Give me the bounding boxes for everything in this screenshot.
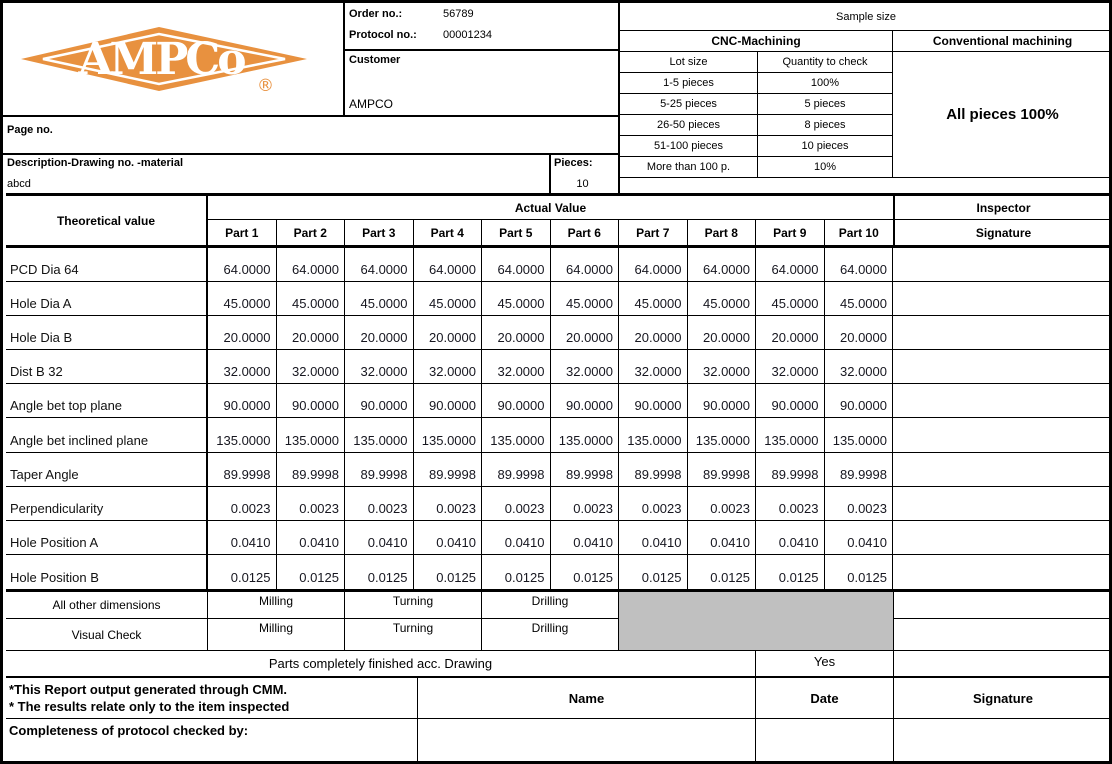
pieces-value: 10 <box>576 178 589 190</box>
inspector-signature-cell <box>893 418 1112 452</box>
name-field-header: Name <box>418 678 756 719</box>
measure-value-cell: 0.0023 <box>345 487 414 521</box>
visual-check-label: Visual Check <box>6 619 208 651</box>
logo-box <box>3 3 345 117</box>
measure-value-cell: 20.0000 <box>345 316 414 350</box>
part-header: Part 9 <box>756 220 825 245</box>
measure-value-cell: 135.0000 <box>756 418 825 452</box>
pieces-box <box>551 155 620 193</box>
actual-value-header: Actual Value <box>514 200 587 215</box>
completeness-label: Completeness of protocol checked by: <box>9 723 249 738</box>
lot-size-header: Lot size <box>620 52 758 73</box>
part-header: Part 5 <box>482 220 551 245</box>
visual-drilling-cell: Drilling <box>482 619 619 651</box>
measure-value-cell: 89.9998 <box>482 453 551 487</box>
measure-value-cell: 64.0000 <box>277 248 346 282</box>
measure-value-cell: 0.0410 <box>825 521 894 555</box>
measure-value-cell: 64.0000 <box>208 248 277 282</box>
measure-value-cell: 0.0410 <box>277 521 346 555</box>
measure-value-cell: 0.0410 <box>688 521 757 555</box>
measure-value-cell: 89.9998 <box>277 453 346 487</box>
measure-value-cell: 0.0125 <box>825 555 894 589</box>
customer-value: AMPCO <box>349 97 394 111</box>
measure-value-cell: 89.9998 <box>414 453 483 487</box>
measure-value-cell: 90.0000 <box>277 384 346 418</box>
part-header: Part 1 <box>208 220 277 245</box>
measure-value-cell: 135.0000 <box>551 418 620 452</box>
measure-value-cell: 89.9998 <box>551 453 620 487</box>
cmm-note-line2: * The results relate only to the item inspected <box>9 699 290 714</box>
measure-value-cell: 32.0000 <box>688 350 757 384</box>
inspector-signature-cell <box>893 384 1112 418</box>
measure-value-cell: 64.0000 <box>688 248 757 282</box>
measure-value-cell: 20.0000 <box>688 316 757 350</box>
measure-value-cell: 0.0125 <box>277 555 346 589</box>
measure-value-cell: 89.9998 <box>688 453 757 487</box>
measure-value-cell: 135.0000 <box>825 418 894 452</box>
measure-value-cell: 45.0000 <box>482 282 551 316</box>
description-label: Description-Drawing no. -material <box>7 157 184 169</box>
order-protocol-box <box>345 3 620 51</box>
name-entry-cell <box>418 719 756 764</box>
measure-value-cell: 20.0000 <box>414 316 483 350</box>
part-header: Part 6 <box>551 220 620 245</box>
measure-value-cell: 45.0000 <box>277 282 346 316</box>
measure-row-label: Hole Position B <box>6 555 208 589</box>
measure-value-cell: 90.0000 <box>482 384 551 418</box>
sample-size-table <box>618 3 1112 193</box>
measure-value-cell: 0.0125 <box>756 555 825 589</box>
measure-value-cell: 90.0000 <box>688 384 757 418</box>
sample-table-empty-row <box>620 178 1112 193</box>
measure-value-cell: 0.0023 <box>619 487 688 521</box>
measure-row-label: Taper Angle <box>6 453 208 487</box>
signature-header: Signature <box>893 219 1112 245</box>
measure-value-cell: 135.0000 <box>688 418 757 452</box>
theoretical-value-header: Theoretical value <box>6 196 208 245</box>
lot-size-row: More than 100 p. <box>620 157 758 178</box>
measurement-grid <box>6 248 1112 589</box>
customer-box <box>345 51 620 117</box>
measure-value-cell: 135.0000 <box>482 418 551 452</box>
measure-value-cell: 0.0410 <box>345 521 414 555</box>
lot-size-row: 5-25 pieces <box>620 94 758 115</box>
cnc-machining-header: CNC-Machining <box>620 31 893 52</box>
measure-row-label: Angle bet top plane <box>6 384 208 418</box>
order-no-label: Order no.: <box>349 8 403 20</box>
measure-row-label: Perpendicularity <box>6 487 208 521</box>
order-no-value: 56789 <box>443 8 474 20</box>
signature-field-header: Signature <box>894 678 1112 719</box>
lot-size-row: 26-50 pieces <box>620 115 758 136</box>
all-other-milling-cell: Milling <box>208 592 345 619</box>
measure-value-cell: 135.0000 <box>277 418 346 452</box>
measure-value-cell: 0.0125 <box>551 555 620 589</box>
inspector-signature-cell <box>893 316 1112 350</box>
pieces-label: Pieces: <box>554 157 593 169</box>
measure-value-cell: 135.0000 <box>414 418 483 452</box>
measure-value-cell: 90.0000 <box>208 384 277 418</box>
measure-value-cell: 45.0000 <box>619 282 688 316</box>
measure-value-cell: 32.0000 <box>345 350 414 384</box>
date-field-header: Date <box>756 678 894 719</box>
signature-entry-cell <box>894 719 1112 764</box>
measure-row-label: Hole Position A <box>6 521 208 555</box>
measure-value-cell: 0.0023 <box>825 487 894 521</box>
measure-row-label: Hole Dia A <box>6 282 208 316</box>
protocol-no-value: 00001234 <box>443 29 492 41</box>
quantity-row: 8 pieces <box>758 115 893 136</box>
part-header: Part 7 <box>619 220 688 245</box>
measure-value-cell: 90.0000 <box>825 384 894 418</box>
measure-value-cell: 32.0000 <box>482 350 551 384</box>
cmm-note-line1: *This Report output generated through CMM. <box>9 682 288 697</box>
measure-value-cell: 0.0410 <box>756 521 825 555</box>
measure-value-cell: 0.0023 <box>756 487 825 521</box>
quantity-row: 10% <box>758 157 893 178</box>
measure-value-cell: 0.0410 <box>482 521 551 555</box>
part-header-row <box>208 219 893 245</box>
measure-value-cell: 20.0000 <box>277 316 346 350</box>
measure-value-cell: 0.0125 <box>482 555 551 589</box>
conventional-machining-header: Conventional machining <box>893 31 1112 52</box>
inspector-signature-cell <box>893 487 1112 521</box>
inspector-header: Inspector <box>893 196 1112 219</box>
lot-size-row: 51-100 pieces <box>620 136 758 157</box>
description-box <box>3 155 551 193</box>
measure-value-cell: 64.0000 <box>619 248 688 282</box>
measure-value-cell: 45.0000 <box>756 282 825 316</box>
measure-row-label: Dist B 32 <box>6 350 208 384</box>
measure-value-cell: 0.0125 <box>619 555 688 589</box>
measure-value-cell: 45.0000 <box>345 282 414 316</box>
measure-value-cell: 32.0000 <box>277 350 346 384</box>
measure-value-cell: 45.0000 <box>208 282 277 316</box>
customer-label: Customer <box>349 54 401 66</box>
measure-value-cell: 0.0023 <box>688 487 757 521</box>
measure-value-cell: 0.0410 <box>619 521 688 555</box>
measure-value-cell: 32.0000 <box>414 350 483 384</box>
measure-value-cell: 64.0000 <box>756 248 825 282</box>
measure-value-cell: 64.0000 <box>482 248 551 282</box>
inspector-signature-cell <box>893 350 1112 384</box>
quantity-row: 100% <box>758 73 893 94</box>
measure-value-cell: 64.0000 <box>345 248 414 282</box>
measure-value-cell: 20.0000 <box>825 316 894 350</box>
parts-finished-label: Parts completely finished acc. Drawing <box>6 651 756 678</box>
measure-value-cell: 0.0410 <box>551 521 620 555</box>
measure-value-cell: 0.0125 <box>345 555 414 589</box>
measure-value-cell: 0.0410 <box>208 521 277 555</box>
measure-value-cell: 0.0023 <box>208 487 277 521</box>
inspector-empty-cell <box>894 592 1112 619</box>
measure-value-cell: 64.0000 <box>414 248 483 282</box>
measure-value-cell: 135.0000 <box>208 418 277 452</box>
sample-size-title: Sample size <box>620 3 1112 31</box>
measure-value-cell: 45.0000 <box>688 282 757 316</box>
measure-value-cell: 0.0023 <box>551 487 620 521</box>
measure-value-cell: 0.0023 <box>277 487 346 521</box>
quantity-row: 10 pieces <box>758 136 893 157</box>
measure-value-cell: 89.9998 <box>619 453 688 487</box>
part-header: Part 3 <box>345 220 414 245</box>
parts-finished-value: Yes <box>756 651 894 678</box>
part-header: Part 2 <box>277 220 346 245</box>
measure-value-cell: 0.0125 <box>414 555 483 589</box>
measure-value-cell: 90.0000 <box>756 384 825 418</box>
page-no-box <box>3 117 620 155</box>
measure-value-cell: 0.0023 <box>414 487 483 521</box>
finished-empty-cell <box>894 651 1112 678</box>
all-other-turning-cell: Turning <box>345 592 482 619</box>
completeness-box <box>6 719 418 764</box>
measure-value-cell: 90.0000 <box>414 384 483 418</box>
conventional-machining-value: All pieces 100% <box>893 52 1112 178</box>
registered-mark-icon: ® <box>257 76 274 96</box>
protocol-no-label: Protocol no.: <box>349 29 417 41</box>
part-header: Part 10 <box>838 225 879 240</box>
measure-value-cell: 32.0000 <box>208 350 277 384</box>
quantity-row: 5 pieces <box>758 94 893 115</box>
measure-value-cell: 45.0000 <box>414 282 483 316</box>
measure-value-cell: 89.9998 <box>756 453 825 487</box>
measure-value-cell: 32.0000 <box>756 350 825 384</box>
visual-turning-cell: Turning <box>345 619 482 651</box>
measure-row-label: Angle bet inclined plane <box>6 418 208 452</box>
quantity-header: Quantity to check <box>758 52 893 73</box>
inspector-signature-cell <box>893 248 1112 282</box>
measure-value-cell: 89.9998 <box>825 453 894 487</box>
inspector-signature-cell <box>893 521 1112 555</box>
measure-value-cell: 45.0000 <box>825 282 894 316</box>
measure-value-cell: 0.0125 <box>688 555 757 589</box>
date-entry-cell <box>756 719 894 764</box>
measure-row-label: Hole Dia B <box>6 316 208 350</box>
part-header: Part 4 <box>414 220 483 245</box>
measure-value-cell: 32.0000 <box>551 350 620 384</box>
part-header: Part 8 <box>688 220 757 245</box>
inspector-signature-cell <box>893 282 1112 316</box>
inspector-empty-cell <box>894 619 1112 651</box>
measure-value-cell: 0.0410 <box>414 521 483 555</box>
lot-size-row: 1-5 pieces <box>620 73 758 94</box>
logo-text: AMPCo <box>78 34 244 85</box>
measure-value-cell: 20.0000 <box>482 316 551 350</box>
cmm-note-box <box>6 678 418 719</box>
page-no-label: Page no. <box>7 124 53 136</box>
all-other-dimensions-label: All other dimensions <box>6 592 208 619</box>
measure-value-cell: 90.0000 <box>619 384 688 418</box>
measure-value-cell: 45.0000 <box>551 282 620 316</box>
measure-value-cell: 32.0000 <box>619 350 688 384</box>
inspector-signature-cell <box>893 453 1112 487</box>
measure-value-cell: 0.0023 <box>482 487 551 521</box>
measure-row-label: PCD Dia 64 <box>6 248 208 282</box>
measure-value-cell: 90.0000 <box>345 384 414 418</box>
measure-value-cell: 20.0000 <box>619 316 688 350</box>
visual-milling-cell: Milling <box>208 619 345 651</box>
description-value: abcd <box>7 178 31 190</box>
measure-value-cell: 89.9998 <box>345 453 414 487</box>
measure-value-cell: 135.0000 <box>345 418 414 452</box>
measure-value-cell: 64.0000 <box>825 248 894 282</box>
inspector-signature-cell <box>893 555 1112 589</box>
measure-value-cell: 0.0125 <box>208 555 277 589</box>
measure-value-cell: 90.0000 <box>551 384 620 418</box>
measure-value-cell: 135.0000 <box>619 418 688 452</box>
measure-value-cell: 20.0000 <box>551 316 620 350</box>
all-other-drilling-cell: Drilling <box>482 592 619 619</box>
measure-value-cell: 89.9998 <box>208 453 277 487</box>
measure-value-cell: 32.0000 <box>825 350 894 384</box>
measure-value-cell: 20.0000 <box>208 316 277 350</box>
measure-value-cell: 64.0000 <box>551 248 620 282</box>
measure-value-cell: 20.0000 <box>756 316 825 350</box>
ampco-logo <box>19 25 309 97</box>
not-applicable-gray-cell <box>619 592 894 651</box>
